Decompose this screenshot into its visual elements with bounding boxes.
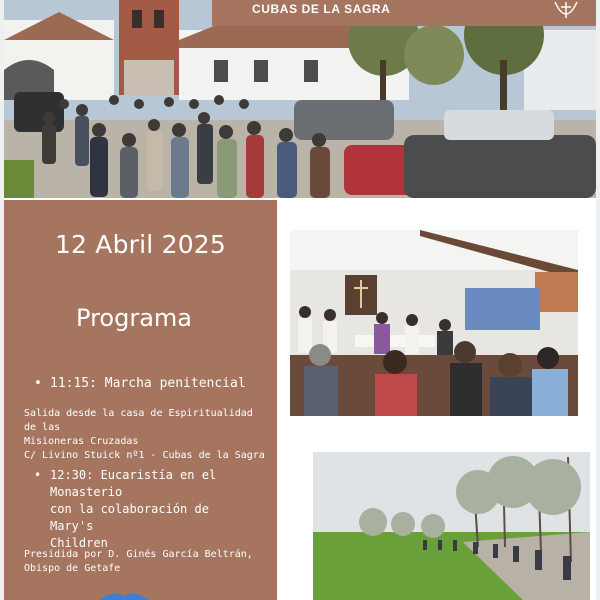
program-item-2-details: Presidida por D. Ginés García Beltrán, Obispo de Getafe bbox=[24, 549, 253, 574]
crowd-photo bbox=[4, 0, 596, 198]
flyer-page bbox=[4, 0, 596, 600]
event-date: 12 Abril 2025 bbox=[54, 230, 227, 259]
cross-emblem-icon bbox=[552, 0, 580, 22]
dove-icon bbox=[99, 588, 149, 600]
mass-photo bbox=[290, 230, 578, 416]
header-title-bar bbox=[212, 0, 596, 26]
bullet-icon: • bbox=[34, 376, 42, 391]
program-heading: Programa bbox=[76, 304, 192, 332]
program-item-1-details: Salida desde la casa de Espiritualidad de las Misioneras Cruzadas C/ Livino Stuick nº1 - Cubas de la Sagra bbox=[24, 408, 265, 461]
program-panel bbox=[4, 200, 277, 600]
page-title: CUBAS DE LA SAGRA bbox=[252, 2, 391, 16]
bullet-icon: • bbox=[34, 468, 42, 482]
procession-photo bbox=[313, 452, 590, 600]
program-item-1-heading: • 11:15: Marcha penitencial bbox=[34, 376, 246, 391]
program-item-2-heading: • 12:30: Eucaristía en el Monasterio con la colaboración de Mary's Children bbox=[34, 468, 217, 550]
